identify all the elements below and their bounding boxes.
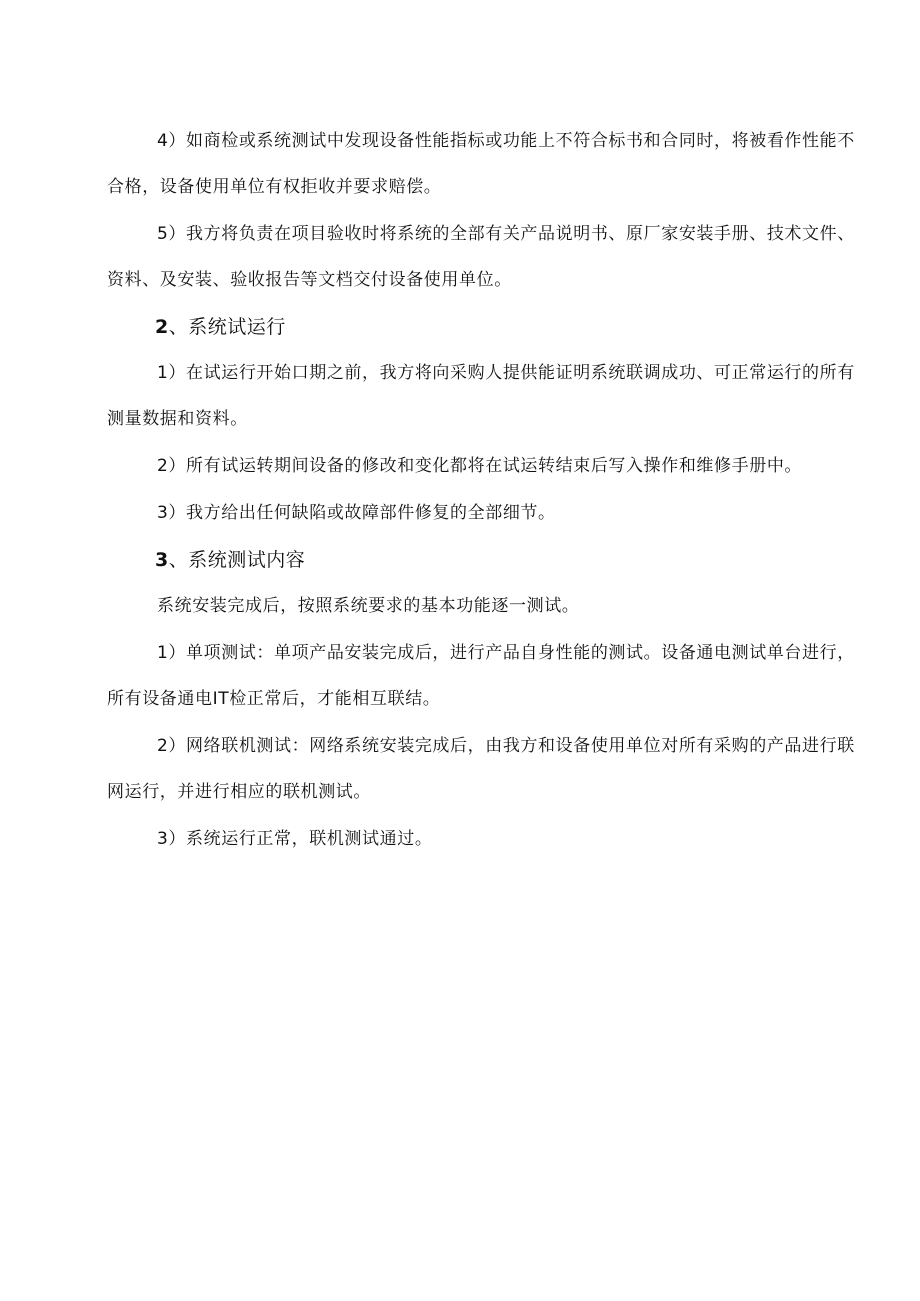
section-heading-3-title: 、系统测试内容	[168, 549, 306, 571]
trial-run-item-3: 3）我方给出任何缺陷或故障部件修复的全部细节。	[157, 503, 556, 523]
document-body	[107, 118, 867, 863]
trial-run-item-2: 2）所有试运转期间设备的修改和变化都将在试运转结束后写入操作和维修手册中。	[157, 456, 803, 476]
test-item-3: 3）系统运行正常，联机测试通过。	[157, 829, 433, 849]
paragraph-5: 5）我方将负责在项目验收时将系统的全部有关产品说明书、原厂家安装手册、技术文件、资料、及安装、验收报告等文档交付设备使用单位。	[107, 224, 855, 290]
section-heading-2-title: 、系统试运行	[168, 316, 286, 338]
test-item-1: 1）单项测试：单项产品安装完成后，进行产品自身性能的测试。设备通电测试单台进行，所有设备通电IT检正常后，才能相互联结。	[107, 643, 855, 709]
section-heading-2-number: 2	[155, 316, 169, 338]
test-intro: 系统安装完成后，按照系统要求的基本功能逐一测试。	[157, 596, 580, 616]
section-heading-3-number: 3	[155, 549, 169, 571]
section-heading-2	[107, 304, 867, 350]
paragraph-4: 4）如商检或系统测试中发现设备性能指标或功能上不符合标书和合同时，将被看作性能不合格，设备使用单位有权拒收并要求赔偿。	[107, 131, 855, 197]
section-heading-3	[107, 537, 867, 583]
test-item-2: 2）网络联机测试：网络系统安装完成后，由我方和设备使用单位对所有采购的产品进行联网运行，并进行相应的联机测试。	[107, 736, 855, 802]
trial-run-item-1: 1）在试运行开始口期之前，我方将向采购人提供能证明系统联调成功、可正常运行的所有测量数据和资料。	[107, 363, 855, 429]
